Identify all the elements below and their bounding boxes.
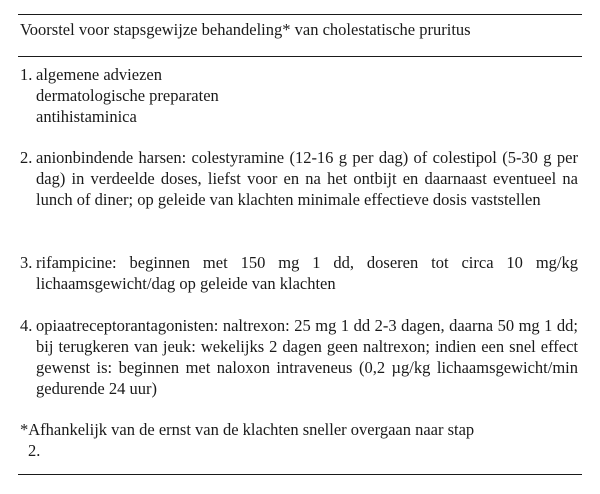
- table-title: Voorstel voor stapsgewijze behandeling* van cholestatische pruritus: [20, 20, 471, 39]
- step-number: 1.: [20, 65, 33, 84]
- bottom-rule: [18, 474, 582, 475]
- step-1: [20, 64, 578, 127]
- step-line: antihistaminica: [36, 107, 137, 126]
- footnote-line: *Afhankelijk van de ernst van de klachten sneller overgaan naar stap: [20, 420, 475, 439]
- step-number: 2.: [20, 148, 33, 167]
- step-line: dermatologische preparaten: [36, 86, 219, 105]
- header-rule: [18, 56, 582, 57]
- step-number: 4.: [20, 316, 33, 335]
- top-rule: [18, 14, 582, 15]
- step-body: opiaatreceptorantagonisten: naltrexon: 25 mg 1 dd 2-3 dagen, daarna 50 mg 1 dd; bij terugkeren van jeuk: wekelijks 2 dagen geen naltrexon; indien een snel effect gewenst is: beginnen met naloxon intraveneus (0,2 µg/kg lichaamsgewicht/min gedurende 24 uur): [36, 316, 578, 398]
- step-body: rifampicine: beginnen met 150 mg 1 dd, doseren tot circa 10 mg/kg lichaamsgewicht/dag op geleide van klachten: [36, 253, 578, 293]
- step-line: algemene adviezen: [36, 65, 162, 84]
- step-3: [20, 252, 578, 294]
- footnote-line: 2.: [28, 441, 41, 460]
- step-2: [20, 147, 578, 210]
- step-body: anionbindende harsen: colestyramine (12-16 g per dag) of colestipol (5-30 g per dag) in verdeelde doses, liefst voor en na het ontbijt en daarnaast eventueel na lunch of diner; op geleide van klachten minimale effectieve dosis vaststellen: [36, 148, 578, 209]
- step-body: [36, 64, 578, 127]
- footnote: [20, 419, 578, 461]
- step-4: [20, 315, 578, 399]
- step-number: 3.: [20, 253, 33, 272]
